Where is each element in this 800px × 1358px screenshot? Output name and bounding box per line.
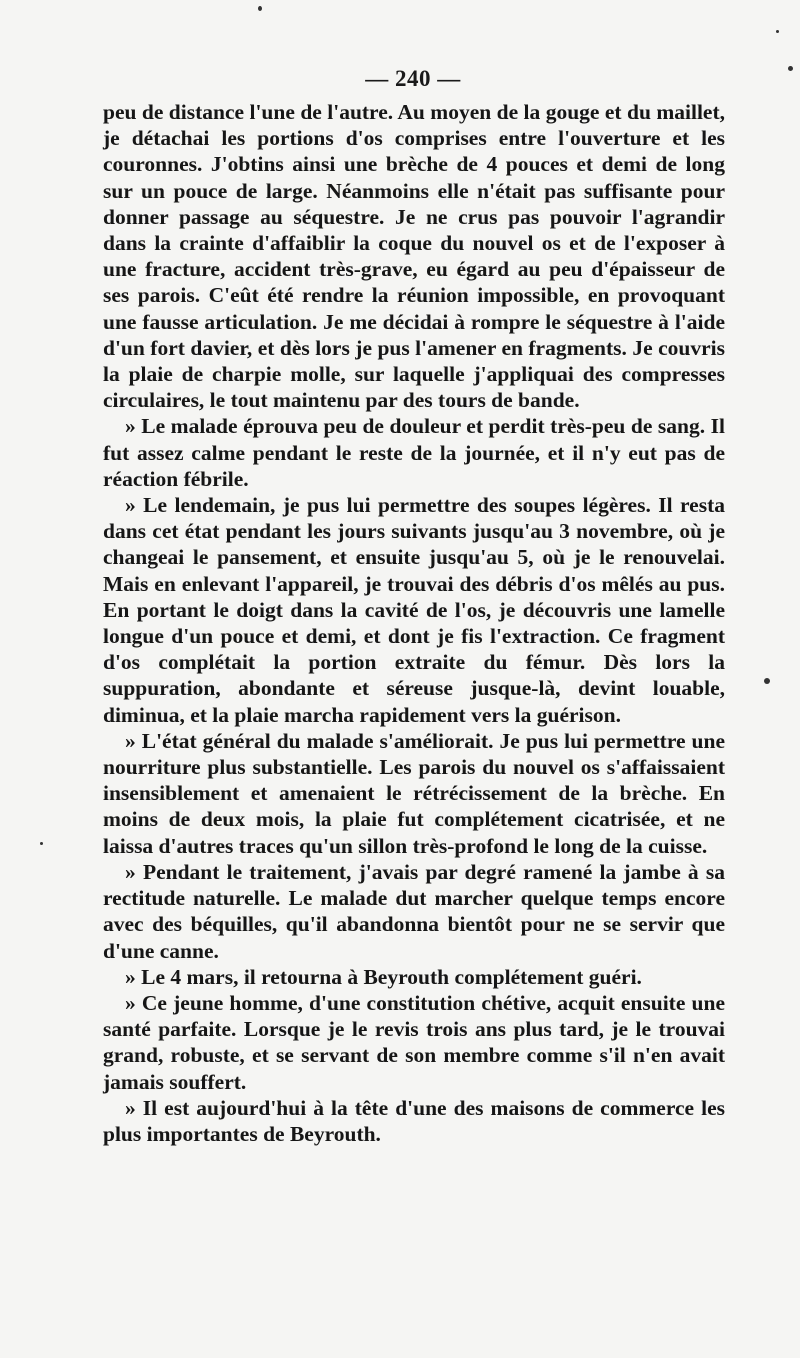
paragraph: » Le 4 mars, il retourna à Beyrouth complétement guéri. [125, 964, 642, 989]
paragraph: » Pendant le traitement, j'avais par degré ramené la jambe à sa rectitude naturelle. Le malade dut marcher quelque temps encore avec des béquilles, qu'il abandonna bientôt pour ne se servir que d'une canne. [103, 859, 725, 963]
paragraph: » Le lendemain, je pus lui permettre des soupes légères. Il resta dans cet état pendant les jours suivants jusqu'au 3 novembre, où je changeai le pansement, et ensuite jusqu'au 5, où je le renouvelai. Mais en enlevant l'appareil, je trouvai des débris d'os mêlés au pus. En portant le doigt dans la cavité de l'os, je découvris une lamelle longue d'un pouce et demi, et dont je fis l'extraction. Ce fragment d'os complétait la portion extraite du fémur. Dès lors la suppuration, abondante et séreuse jusque-là, devint louable, diminua, et la plaie marcha rapidement vers la guérison. [103, 493, 725, 727]
paragraph: » Il est aujourd'hui à la tête d'une des maisons de commerce les plus importantes de Beyrouth. [103, 1095, 725, 1146]
print-speck [788, 66, 793, 71]
body-text [103, 99, 725, 1147]
print-speck [776, 30, 779, 33]
print-speck [764, 678, 770, 684]
paragraph: » Le malade éprouva peu de douleur et perdit très-peu de sang. Il fut assez calme pendant le reste de la journée, et il n'y eut pas de réaction fébrile. [103, 414, 725, 491]
paragraph: peu de distance l'une de l'autre. Au moyen de la gouge et du maillet, je détachai les portions d'os comprises entre l'ouverture et les couronnes. J'obtins ainsi une brèche de 4 pouces et demi de long sur un pouce de large. Néanmoins elle n'était pas suffisante pour donner passage au séquestre. Je ne crus pas pouvoir l'agrandir dans la crainte d'affaiblir la coque du nouvel os et de l'exposer à une fracture, accident très-grave, eu égard au peu d'épaisseur de ses parois. C'eût été rendre la réunion impossible, en provoquant une fausse articulation. Je me décidai à rompre le séquestre à l'aide d'un fort davier, et dès lors je pus l'amener en fragments. Je couvris la plaie de charpie molle, sur laquelle j'appliquai des compresses circulaires, le tout maintenu par des tours de bande. [103, 100, 725, 413]
print-speck [258, 6, 262, 11]
page-number: — 240 — [365, 66, 461, 91]
print-speck [40, 842, 43, 845]
paragraph: » Ce jeune homme, d'une constitution chétive, acquit ensuite une santé parfaite. Lorsque je le revis trois ans plus tard, je le trouvai grand, robuste, et se servant de son membre comme s'il n'en avait jamais souffert. [103, 990, 725, 1094]
paragraph: » L'état général du malade s'améliorait. Je pus lui permettre une nourriture plus substantielle. Les parois du nouvel os s'affaissaient insensiblement et amenaient le rétrécissement de la brèche. En moins de deux mois, la plaie fut complétement cicatrisée, et ne laissa d'autres traces qu'un sillon très-profond le long de la cuisse. [103, 728, 725, 858]
